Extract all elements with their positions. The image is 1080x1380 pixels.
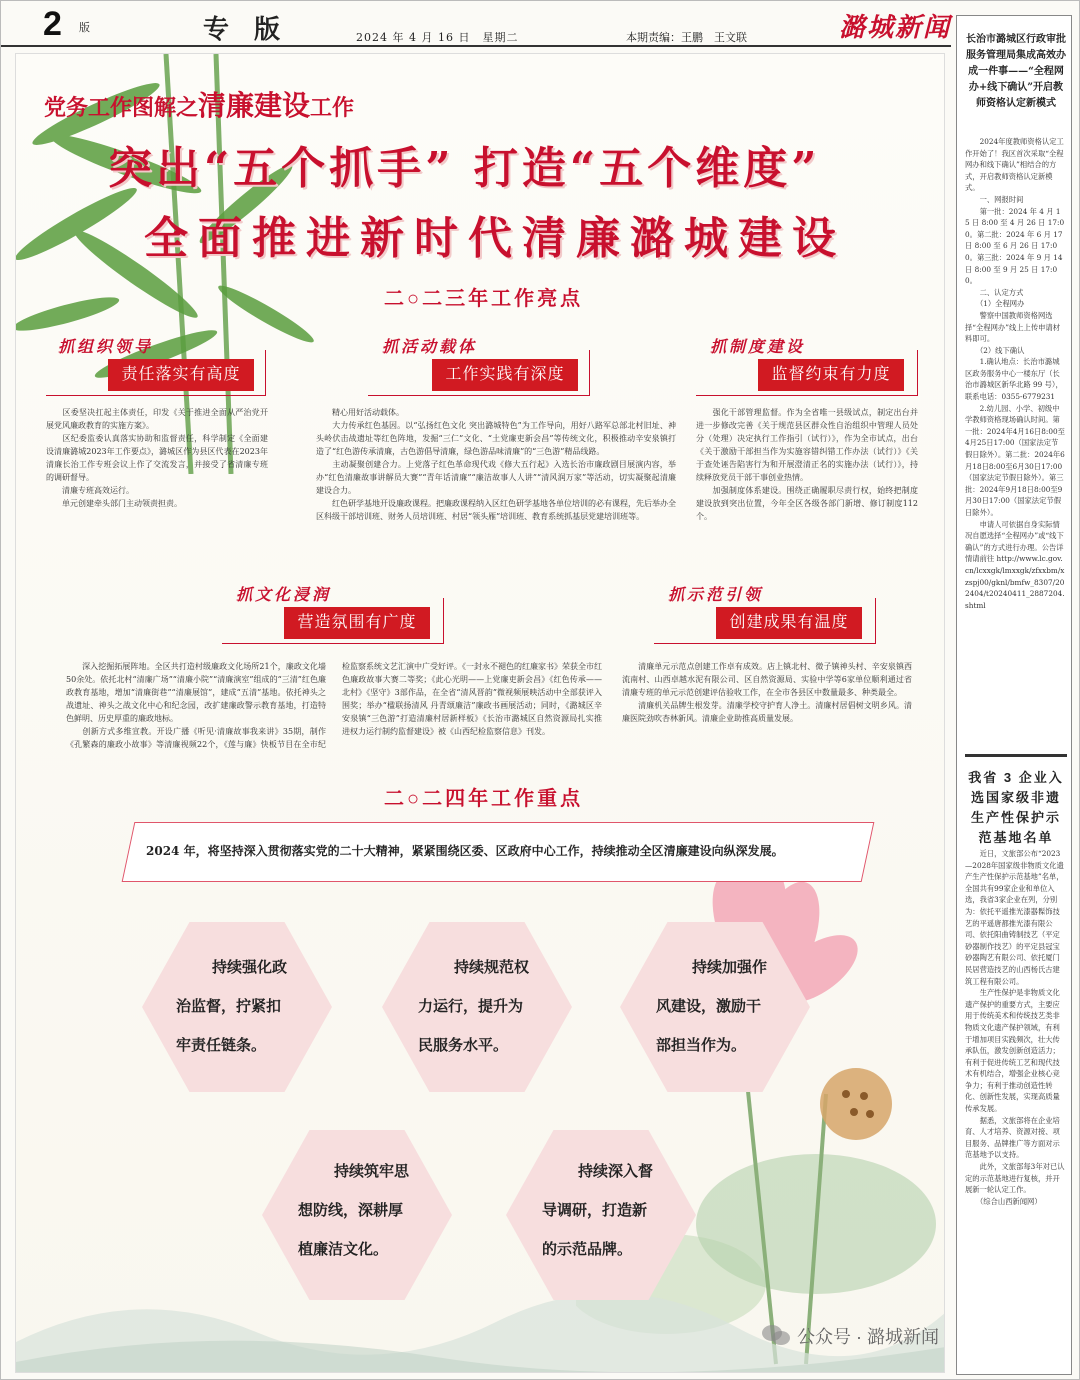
priority-3-line-3: 部担当作为。: [656, 1036, 747, 1054]
watermark-text: 公众号 · 潞城新闻: [797, 1327, 939, 1347]
priority-text-2: [418, 948, 568, 1065]
sidebar-article-2-text: 近日，文旅部公布“2023—2028年国家级非物质文化遗产生产性保护示范基地”名单，全国共有99家企业和单位入选，我省3家企业在列，分别为：依托平遥推光漆器髹饰技艺的平遥唐都推光漆有限公司、依托阳曲铸制技艺（平定砂器制作技艺）的平定县冠宝砂器陶艺有限公司、依托厦门民居营造技艺的山西杨氏古建筑工程有限公司。 生产性保护是非物质文化遗产保护的重要方式，主要应用于传统美术和传统技艺类非物质文化遗产保护领域，有利于增加项目实践频次，壮大传承队伍，激发创新创造活力；有利于促进传统工艺和现代技术有机结合，增强企业核心竞争力；有利于推动创造性转化、创新性发展，实现高质量传承发展。 据悉，文旅部将在企业培育、人才培养、资源对接、项目服务、品牌推广等方面对示范基地予以支持。 此外，文旅部每3年对已认定的示范基地进行复核，并开展新一轮认定工作。 （综合山西新闻网）: [965, 849, 1065, 1206]
pillar-tag-2: 抓活动载体: [382, 337, 478, 356]
priority-4-line-2: 想防线，深耕厚: [298, 1201, 404, 1219]
priority-4-line-3: 植廉洁文化。: [298, 1240, 389, 1258]
pillar-bar-5: 创建成果有温度: [716, 607, 862, 639]
priority-2-line-2: 力运行，提升为: [418, 997, 524, 1015]
wechat-icon: [761, 1323, 791, 1347]
priority-1-line-2: 治监督，拧紧扣: [176, 997, 282, 1015]
priority-text-5: [542, 1152, 692, 1269]
pillar-text-1: 区委坚决扛起主体责任，印发《关于推进全面从严治党开展党风廉政教育的实施方案》。 区纪委监委认真落实协助和监督责任，科学制定《全面建设清廉潞城2023年工作要点》，潞城区作为县区代表在2023年清廉长治工作专班会议上作了交流发言，并接受了省清廉专班的调研督导。 清廉专班高效运行。 单元创建牵头部门主动领责担责。: [46, 408, 268, 508]
priority-3-line-1: 持续加强作: [692, 958, 768, 976]
feature-panel: [15, 53, 945, 1373]
priority-text-4: [298, 1152, 448, 1269]
pillar-bar-4: 营造氛围有广度: [284, 607, 430, 639]
priority-5-line-1: 持续深入督: [578, 1162, 654, 1180]
kicker-suffix: 工作: [310, 95, 355, 121]
priority-4-line-1: 持续筑牢思: [334, 1162, 410, 1180]
page-number: 2: [43, 5, 62, 43]
sidebar-article-1-text: 2024年度教师资格认定工作开始了！我区首次采取“全程网办和线下确认”相结合的方式，开启教师资格认定新模式。 一、网报时间 第一批：2024 年 4 月 15 日 8:00 至 4 月 26 日 17:00。第二批：2024 年 6 月 17 日 8:00 至 6 月 26 日 17:00。第三批：2024 年 9 月 14 日 8:00 至 9 月 25 日 17:00。 二、认定方式 （1）全程网办 警察中国教师资格网选择“全程网办”线上上传申请材料即可。 （2）线下确认 1.确认地点：长治市潞城区政务服务中心一楼东厅（长治市潞城区新华北路 99 号），联系电话：0355-6779231 2.幼儿园、小学、初级中学教师资格现场确认时间。第一批：2024年4月16日8:00至4月25日17:00（国家法定节假日除外）。第二批：2024年6月18日8:00至6月30日17:00（国家法定节假日除外）。第三批：2024年9月18日8:00至9月30日17:00（国家法定节假日除外）。 申请人可依据自身实际情况自愿选择“全程网办”或“线下确认”的方式进行办理。公告详情请前往 http://www.lc.gov.cn/lcxxgk/lmxxgk/zfxxbm/xzspj00/gknl/bmfw_8307/202404/t20240411_2887204.shtml: [965, 137, 1065, 610]
kicker-emphasis: 清廉建设: [198, 89, 311, 122]
kicker-prefix: 党务工作图解之: [44, 95, 199, 121]
priority-2-line-3: 民服务水平。: [418, 1036, 509, 1054]
priority-1-line-1: 持续强化政: [212, 958, 288, 976]
section-2023-title: 二○二三年工作亮点: [384, 288, 584, 310]
headline-line-1: 突出“五个抓手” 打造“五个维度”: [108, 143, 821, 194]
pillar-text-4: 深入挖掘拓展阵地。全区共打造村级廉政文化场所21个，廉政文化墙50余处。依托北村“清廉广场”“清廉小院”“清廉演室”组成的“三清”红色廉政教育基地，增加“清廉街巷”“清廉展馆”，建成“五清”基地。依托神头之战遗址、神头之战文化中心和纪念园，改扩建廉政警示教育基地，打造特色鲜明、历史厚重的廉政地标。 创新方式多维宣教。开设广播《听见·清廉故事我来讲》35期，制作《孔繁森的廉政小故事》等清廉视频22个，《莲与廉》快板节目在全市纪检监察系统文艺汇演中广受好评。《一封永不褪色的红廉家书》荣获全市红色廉政故事大赛二等奖；《此心光明——上党廉吏新会昌》《红色传承——北村》《坚守》3部作品，在全省“清风晋韵”微视频展映活动中全部获评入围奖；举办“楹联扬清风 丹青颂廉洁”廉政书画展活动；同时，《潞城区辛安泉镇“三色游”打造清廉村居新样板》《长治市潞城区自然资源局扎实推进权力运行制约监督建设》被《山西纪检监察信息》刊发。: [66, 662, 602, 749]
pillar-text-5: 清廉单元示范点创建工作卓有成效。店上镇北村、微子镇神头村、辛安泉镇西流南村、山西卓越水泥有限公司、区自然资源局、实验中学等6家单位顺利通过省清廉专班的单元示范创建评估验收工作，在全市各县区中数量最多、种类最全。 清廉机关品牌生根发芽。清廉学校守护育人净土。清廉村居倡树文明乡风。清廉医院劲吹杏林新风。清廉企业助推高质量发展。: [622, 662, 912, 723]
pillar-bar-1: 责任落实有高度: [108, 359, 254, 391]
pillar-bar-2: 工作实践有深度: [432, 359, 578, 391]
newspaper-logo: 潞城新闻: [839, 13, 952, 43]
priority-2-line-1: 持续规范权: [454, 958, 530, 976]
priority-1-line-3: 牢责任链条。: [176, 1036, 267, 1054]
pillar-tag-1: 抓组织领导: [58, 337, 154, 356]
kicker-headline: [44, 84, 354, 124]
priority-5-line-3: 的示范品牌。: [542, 1240, 633, 1258]
landscape-illustration: [16, 1222, 945, 1372]
pillar-tag-5: 抓示范引领: [668, 585, 764, 604]
priority-text-3: [656, 948, 806, 1065]
headline-line-2: 全面推进新时代清廉潞城建设: [144, 213, 846, 264]
pillar-bar-3: 监督约束有力度: [758, 359, 904, 391]
pillar-tag-4: 抓文化浸润: [236, 585, 332, 604]
sidebar-divider: [965, 754, 1067, 757]
section-2024-title: 二○二四年工作重点: [384, 788, 584, 810]
issue-date: 2024 年 4 月 16 日 星期二: [356, 31, 519, 44]
pillar-tag-3: 抓制度建设: [710, 337, 806, 356]
editor-credit: 本期责编：王鹏 王文联: [626, 31, 747, 44]
sidebar-article-2-title: 我省 3 企业入选国家级非遗生产性保护示范基地名单: [968, 770, 1064, 845]
priority-5-line-2: 导调研，打造新: [542, 1201, 648, 1219]
priority-text-1: [176, 948, 326, 1065]
banner-text: 2024 年，将坚持深入贯彻落实党的二十大精神，紧紧围绕区委、区政府中心工作，持续推动全区清廉建设向纵深发展。: [146, 844, 784, 858]
column-title: 专 版: [203, 15, 289, 45]
page-header: [1, 1, 951, 47]
pillar-text-3: 强化干部管理监督。作为全省唯一县级试点，制定出台并进一步修改完善《关于规范县区群众性自治组织中管理人员处分（处理）决定执行工作指引（试行）》，作为全市试点，出台《关于激励干部担当作为实施容错纠错工作办法（试行）》《关于查处诬告陷害行为和开展澄清正名的实施办法（试行）》，持续释放党员干部干事创业热情。 加强制度体系建设。围绕正确履职尽责行权，始终把制度建设放到突出位置，今年全区各级各部门新增、修订制度112个。: [696, 408, 918, 521]
pillar-text-2: 精心用好活动载体。 大力传承红色基因。以“弘扬红色文化 突出潞城特色”为工作导向，用好八路军总部北村旧址、神头岭伏击战遗址等红色阵地，发掘“三仁”文化、“土党廉吏新会昌”等传统文化，积极推动辛安泉镇打造了“红色游传承清廉，古色游倡导清廉，绿色游品味清廉”的“三色游”精品线路。 主动凝聚创建合力。上党落子红色革命现代戏《修大五行起》入选长治市廉政剧目展演内容，举办“红色清廉故事讲解员大赛”“青年话清廉”“廉洁故事人人讲”“清风润万家”等活动，切实凝聚起清廉建设合力。 红色研学基地开设廉政课程。把廉政课程纳入区红色研学基地各单位培训的必有课程，先后举办全区科级干部培训班、财务人员培训班、村居“领头雁”培训班、教育系统抓基层党建培训班等。: [316, 408, 676, 521]
sidebar-column: [956, 15, 1072, 1375]
priority-3-line-2: 风建设，激励干: [656, 997, 762, 1015]
sidebar-article-1-title: 长治市潞城区行政审批服务管理局集成高效办成一件事——“全程网办+线下确认”开启教师资格认定新模式: [966, 34, 1066, 109]
page-number-suffix: 版: [79, 21, 90, 34]
